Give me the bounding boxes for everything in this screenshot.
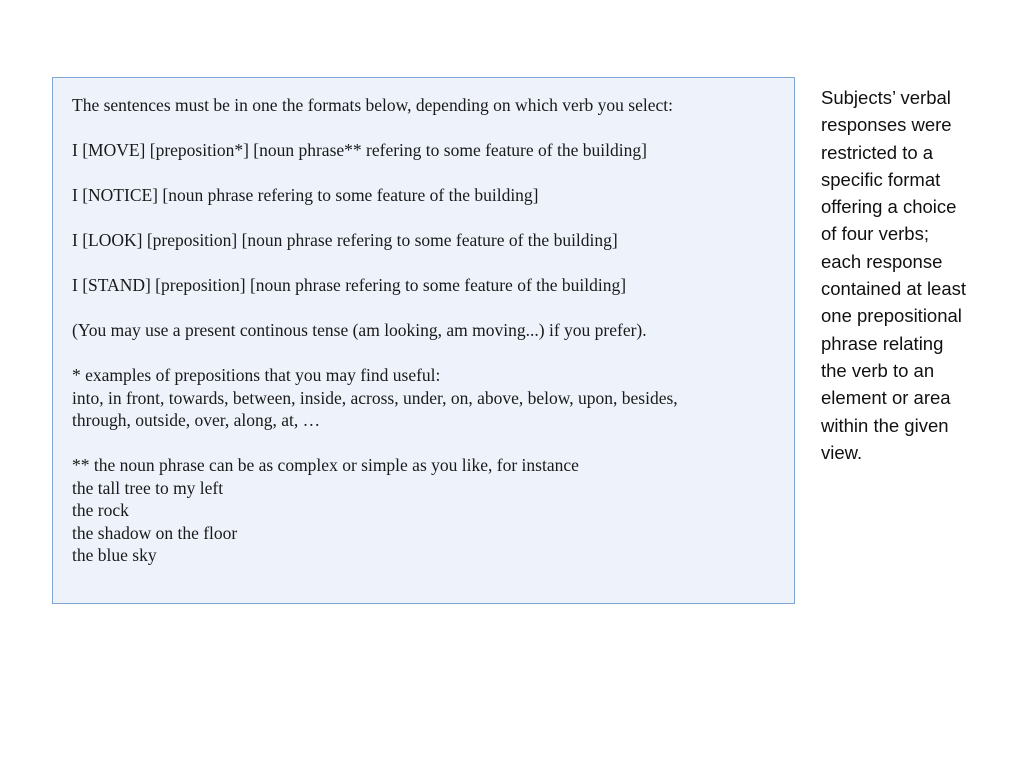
format-stand: I [STAND] [preposition] [noun phrase refering to some feature of the building] xyxy=(72,275,627,295)
caption-line: of four verbs; xyxy=(821,223,929,245)
caption-line: within the given xyxy=(821,414,949,436)
caption-line: Subjects’ verbal xyxy=(821,87,951,108)
instruction-intro: The sentences must be in one the formats below, depending on which verb you select: xyxy=(72,95,673,115)
caption-line: contained at least xyxy=(821,278,967,300)
format-notice: I [NOTICE] [noun phrase refering to some feature of the building] xyxy=(72,185,539,205)
caption-line: offering a choice xyxy=(821,196,957,218)
caption-line: the verb to an xyxy=(821,359,935,381)
caption-line: specific format xyxy=(821,168,941,190)
example-item: the tall tree to my left xyxy=(72,477,224,498)
caption-line: phrase relating xyxy=(821,332,944,354)
caption-line: element or area xyxy=(821,387,951,409)
caption-line: responses were xyxy=(821,114,952,136)
caption-line: restricted to a xyxy=(821,141,934,163)
format-move: I [MOVE] [preposition*] [noun phrase** refering to some feature of the building] xyxy=(72,140,647,160)
prepositions-heading: * examples of prepositions that you may find useful: xyxy=(72,365,441,385)
format-look: I [LOOK] [preposition] [noun phrase refering to some feature of the building] xyxy=(72,230,618,250)
caption-line: one prepositional xyxy=(821,305,962,327)
noun-phrase-heading: ** the noun phrase can be as complex or simple as you like, for instance xyxy=(72,455,579,475)
example-item: the rock xyxy=(72,500,129,520)
instruction-box xyxy=(52,77,795,604)
caption-line: view. xyxy=(821,441,863,463)
side-caption xyxy=(821,84,1001,466)
caption-line: each response xyxy=(821,250,943,272)
prepositions-list-line-2: through, outside, over, along, at, … xyxy=(72,410,321,430)
tense-note: (You may use a present continous tense (am looking, am moving...) if you prefer). xyxy=(72,320,647,340)
example-item: the blue sky xyxy=(72,545,157,565)
example-item: the shadow on the floor xyxy=(72,522,238,543)
prepositions-list-line-1: into, in front, towards, between, inside, across, under, on, above, below, upon, besides, xyxy=(72,387,678,408)
